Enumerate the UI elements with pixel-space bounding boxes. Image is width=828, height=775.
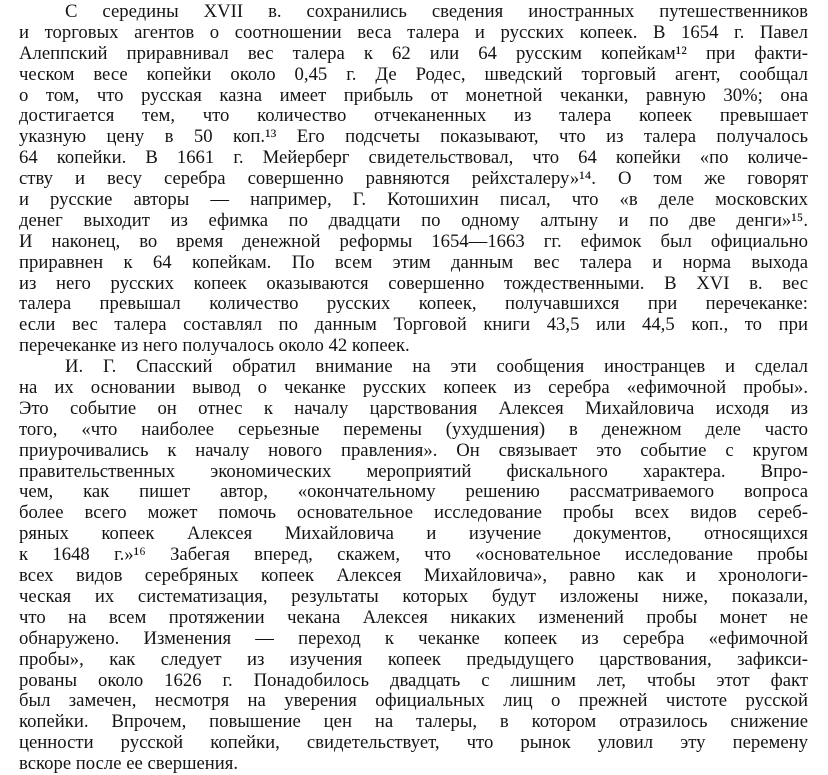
text-line: ству и весу серебра совершенно равняются рейхсталеру»¹⁴. О том же говорят [19, 168, 808, 190]
text-line: ческом весе копейки около 0,45 г. Де Родес, шведский торговый агент, сообщал [19, 63, 808, 85]
text-line: и русские авторы — например, Г. Котошихин писал, что «в деле московских [19, 189, 808, 211]
text-line: указную цену в 50 коп.¹³ Его подсчеты показывают, что из талера получалось [19, 126, 808, 148]
text-line: если вес талера составлял по данным Торговой книги 43,5 или 44,5 коп., то при [19, 314, 808, 336]
text-line: Алеппский приравнивал вес талера к 62 или 64 русским копейкам¹² при факти- [19, 42, 808, 64]
text-line: того, «что наиболее серьезные перемены (ухудшения) в денежном деле часто [19, 418, 808, 440]
text-line: перечеканке из него получалось около 42 копеек. [19, 335, 410, 357]
text-line: ряных копеек Алексея Михайловича и изучение документов, относящихся [19, 523, 808, 545]
text-line: был замечен, несмотря на уверения официальных лиц о прежней чистоте русской [19, 690, 808, 712]
text-line: Это событие он отнес к началу царствования Алексея Михайловича исходя из [19, 397, 808, 419]
text-line: на их основании вывод о чеканке русских копеек из серебра «ефимочной пробы». [19, 377, 808, 399]
text-line: обнаружено. Изменения — переход к чеканке копеек из серебра «ефимочной [19, 627, 808, 649]
text-line: о том, что русская казна имеет прибыль от монетной чеканки, равную 30%; она [19, 84, 808, 106]
body-text [19, 2, 808, 775]
text-line: денег выходит из ефимка по двадцати по одному алтыну и по две денги»¹⁵. [19, 209, 808, 231]
text-line: к 1648 г.»¹⁶ Забегая вперед, скажем, что «основательное исследование пробы [19, 544, 808, 566]
text-line: 64 копейки. В 1661 г. Мейерберг свидетельствовал, что 64 копейки «по количе- [19, 147, 808, 169]
text-line: ценности русской копейки, свидетельствует, что рынок уловил эту перемену [19, 732, 808, 754]
text-line: рованы около 1626 г. Понадобилось двадцать с лишним лет, чтобы этот факт [19, 669, 808, 691]
text-line: С середины XVII в. сохранились сведения иностранных путешественников [65, 1, 808, 22]
text-line: талера превышал количество русских копеек, получавшихся при перечеканке: [19, 293, 808, 315]
text-line: из него русских копеек оказываются совершенно тождественными. В XVI в. вес [19, 272, 808, 294]
text-line: И наконец, во время денежной реформы 1654—1663 гг. ефимок был официально [19, 230, 808, 252]
text-line: пробы», как следует из изучения копеек предыдущего царствования, зафикси- [19, 648, 808, 670]
text-line: приурочивались к началу нового правления». Он связывает это событие с кругом [19, 439, 808, 461]
text-line: более всего может помочь основательное исследование пробы всех видов сереб- [19, 502, 808, 524]
text-line: достигается тем, что количество отчеканенных из талера копеек превышает [19, 105, 808, 127]
text-line: что на всем протяжении чекана Алексея никаких изменений пробы монет не [19, 606, 808, 628]
text-line: И. Г. Спасский обратил внимание на эти сообщения иностранцев и сделал [65, 356, 808, 378]
text-line: приравнен к 64 копейкам. По всем этим данным вес талера и норма выхода [19, 251, 808, 273]
text-line: вскоре после ее свершения. [19, 753, 239, 775]
text-line: и торговых агентов о соотношении веса талера и русских копеек. В 1654 г. Павел [19, 21, 808, 43]
text-line: всех видов серебряных копеек Алексея Михайловича», равно как и хронологи- [19, 565, 808, 587]
text-line: правительственных экономических мероприятий фискального характера. Впро- [19, 460, 808, 482]
text-line: ческая их систематизация, результаты которых будут изложены ниже, показали, [19, 585, 808, 607]
text-line: чем, как пишет автор, «окончательному решению рассматриваемого вопроса [19, 481, 808, 503]
text-line: копейки. Впрочем, повышение цен на талеры, в котором отразилось снижение [19, 711, 808, 733]
